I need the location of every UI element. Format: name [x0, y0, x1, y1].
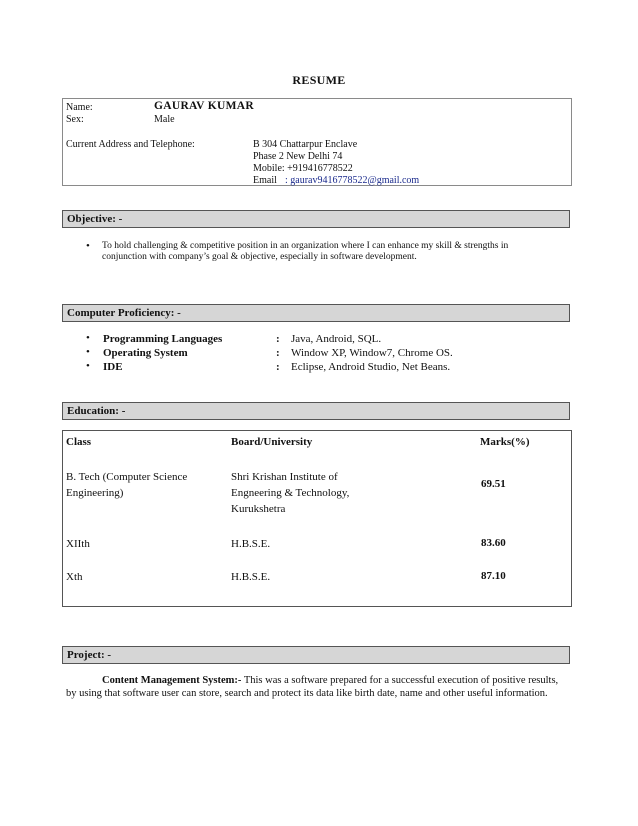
- skill-value: Window XP, Window7, Chrome OS.: [291, 347, 453, 359]
- address-label: Current Address and Telephone:: [66, 139, 195, 150]
- project-title: Content Management System:-: [102, 675, 242, 686]
- proficiency-heading: Computer Proficiency: -: [62, 304, 570, 322]
- edu-class-cell: B. Tech (Computer Science: [66, 471, 188, 483]
- skill-separator: :: [276, 347, 280, 359]
- objective-heading: Objective: -: [62, 210, 570, 228]
- sex-value: Male: [154, 114, 175, 125]
- edu-board-cell: H.B.S.E.: [231, 538, 271, 550]
- email-label: Email: [253, 175, 277, 186]
- skill-name: IDE: [103, 361, 123, 373]
- email-value[interactable]: : gaurav9416778522@gmail.com: [285, 175, 420, 186]
- skill-name: Operating System: [103, 347, 188, 359]
- sex-label: Sex:: [66, 114, 84, 125]
- name-value: GAURAV KUMAR: [154, 100, 254, 112]
- col-marks: Marks(%): [480, 436, 530, 448]
- edu-class-cell: Xth: [66, 571, 83, 583]
- objective-line2: conjunction with company’s goal & objective, especially in software development.: [102, 252, 417, 262]
- resume-title: RESUME: [292, 73, 346, 87]
- project-description: This was a software prepared for a successful execution of positive results, by using that software user can store, search and protect its data like birth date, name and other useful information.: [66, 675, 559, 699]
- skill-separator: :: [276, 333, 280, 345]
- proficiency-bullet: •: [86, 332, 90, 344]
- skill-value: Java, Android, SQL.: [291, 333, 382, 345]
- objective-line1: To hold challenging & competitive position in an organization where I can enhance my skill & strengths in: [102, 241, 509, 251]
- skill-value: Eclipse, Android Studio, Net Beans.: [291, 361, 451, 373]
- proficiency-bullet: •: [86, 346, 90, 358]
- objective-bullet: •: [86, 240, 90, 252]
- name-label: Name:: [66, 102, 93, 113]
- skill-name: Programming Languages: [103, 333, 223, 345]
- edu-marks-cell: 87.10: [481, 570, 506, 582]
- edu-board-cell: Engneering & Technology,: [231, 487, 350, 499]
- col-board: Board/University: [231, 436, 313, 448]
- edu-board-cell: H.B.S.E.: [231, 571, 271, 583]
- edu-class-cell: XIIth: [66, 538, 90, 550]
- edu-board-cell: Shri Krishan Institute of: [231, 471, 338, 483]
- project-heading: Project: -: [62, 646, 570, 664]
- skill-separator: :: [276, 361, 280, 373]
- proficiency-bullet: •: [86, 360, 90, 372]
- education-heading: Education: -: [62, 402, 570, 420]
- address-line1: B 304 Chattarpur Enclave: [253, 139, 358, 150]
- address-line2: Phase 2 New Delhi 74: [253, 151, 343, 162]
- edu-marks-cell: 83.60: [481, 537, 506, 549]
- edu-board-cell: Kurukshetra: [231, 503, 286, 515]
- edu-marks-cell: 69.51: [481, 478, 506, 490]
- edu-class-cell: Engineering): [66, 487, 124, 499]
- mobile: Mobile: +919416778522: [253, 163, 353, 174]
- col-class: Class: [66, 436, 92, 448]
- project-description-block: [66, 674, 568, 700]
